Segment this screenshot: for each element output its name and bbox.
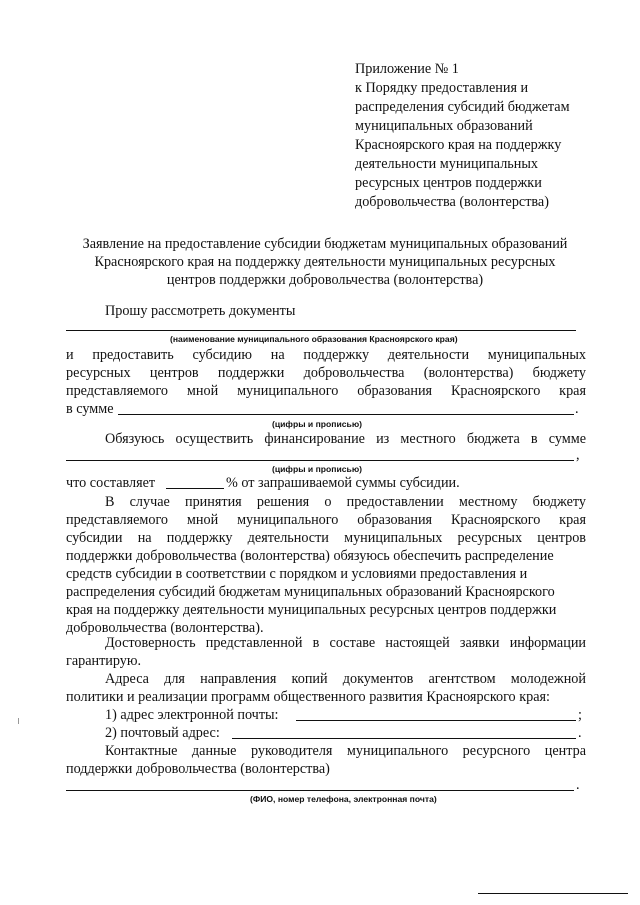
appendix-line: Красноярского края на поддержку <box>355 137 562 153</box>
paragraph-1-line: представляемого мной муниципального образования Красноярского края <box>66 383 586 399</box>
paragraph-2-line: В случае принятия решения о предоставлении местному бюджету <box>105 494 586 510</box>
request-text: Прошу рассмотреть документы <box>105 303 296 319</box>
contacts-hint: (ФИО, номер телефона, электронная почта) <box>250 794 437 804</box>
email-end: ; <box>578 707 582 723</box>
appendix-line: добровольчества (волонтерства) <box>355 194 549 210</box>
paragraph-4-line: политики и реализации программ общественного развития Красноярского края: <box>66 689 550 705</box>
paragraph-1-line: ресурсных центров поддержки добровольчества (волонтерства) бюджету <box>66 365 586 381</box>
sum-field-line[interactable] <box>118 414 574 415</box>
percent-text: % от запрашиваемой суммы субсидии. <box>226 475 460 491</box>
paragraph-3-line: Достоверность представленной в составе настоящей заявки информации <box>105 635 586 651</box>
appendix-line: деятельности муниципальных <box>355 156 538 172</box>
scan-artifact-line <box>478 893 628 894</box>
commit-text: Обязуюсь осуществить финансирование из местного бюджета в сумме <box>105 431 586 447</box>
postal-label: 2) почтовый адрес: <box>105 725 220 741</box>
municipality-field-line[interactable] <box>66 330 576 331</box>
percent-field-line[interactable] <box>166 488 224 489</box>
paragraph-2-line: распределения субсидий бюджетам муниципальных образований Красноярского <box>66 584 555 600</box>
paragraph-5-line: Контактные данные руководителя муниципального ресурсного центра <box>105 743 586 759</box>
appendix-header <box>355 60 570 212</box>
appendix-line: к Порядку предоставления и <box>355 80 529 96</box>
appendix-line: ресурсных центров поддержки <box>355 175 542 191</box>
paragraph-5-line: поддержки добровольчества (волонтерства) <box>66 761 330 777</box>
title-line: Красноярского края на поддержку деятельности муниципальных ресурсных <box>94 254 556 270</box>
appendix-line: распределения субсидий бюджетам <box>355 99 570 115</box>
which-is-label: что составляет <box>66 475 156 491</box>
document-title <box>60 235 590 289</box>
paragraph-2-line: субсидии на поддержку деятельности муниципальных ресурсных центров <box>66 530 586 546</box>
paragraph-2-line: поддержки добровольчества (волонтерства) обязуюсь обеспечить распределение <box>66 548 554 564</box>
digits-hint-2: (цифры и прописью) <box>272 464 363 474</box>
paragraph-2-line: края на поддержку деятельности муниципальных ресурсных центров поддержки <box>66 602 557 618</box>
contacts-field-line[interactable] <box>66 790 574 791</box>
municipality-hint: (наименование муниципального образования Красноярского края) <box>170 334 458 344</box>
postal-field-line[interactable] <box>232 738 576 739</box>
title-line: Заявление на предоставление субсидии бюджетам муниципальных образований <box>82 236 568 252</box>
email-field-line[interactable] <box>296 720 576 721</box>
paragraph-2-line: представляемого мной муниципального образования Красноярского края <box>66 512 586 528</box>
in-sum-label: в сумме <box>66 401 114 417</box>
paragraph-2-line: средств субсидии в соответствии с порядком и условиями предоставления и <box>66 566 528 582</box>
paragraph-2-line: добровольчества (волонтерства). <box>66 620 264 636</box>
email-label: 1) адрес электронной почты: <box>105 707 279 723</box>
digits-hint: (цифры и прописью) <box>272 419 363 429</box>
appendix-line: муниципальных образований <box>355 118 533 134</box>
document-page: Приложение № 1 к Порядку предоставления и распределения субсидий бюджетам муниципальных образований Красноярского края на поддержку деятельности муниципальных ресурсных центров поддержки добровольчества (волонтерства) Заявление на предоставление субсидии бюджетам муниципальных образований Красноярского края на поддержку деятельности муниципальных ресурсных центров поддержки добровольчества (волонтерства) Прошу рассмотреть документы (наименование муниципального образования Красноярского края) и предоставить субсидию на поддержку деятельности муниципальных ресурсных центров поддержки добровольчества (волонтерства) бюджету представляемого мной муниципального образования Красноярского края в сумме . (цифры и прописью) Обязуюсь осуществить финансирование из местного бюджета в сумме , (цифры и прописью) что составляет % от запрашиваемой суммы субсидии. В случае принятия решения о предоставлении местному бюджету представляемого мной муниципального образования Красноярского края субсидии на поддержку деятельности муниципальных ресурсных центров поддержки добровольчества (волонтерства) обязуюсь обеспечить распределение средств субсидии в соответствии с порядком и условиями предоставления и распределения субсидий бюджетам муниципальных образований Красноярского края на поддержку деятельности муниципальных ресурсных центров поддержки добровольчества (волонтерства). Достоверность представленной в составе настоящей заявки информации гарантирую. Адреса для направления копий документов агентством молодежной политики и реализации программ общественного развития Красноярского края: 1) адрес электронной почты: ; 2) почтовый адрес: . Контактные данные руководителя муниципального ресурсного центра поддержки добровольчества (волонтерства) . (ФИО, номер телефона, электронная почта) <box>0 0 640 905</box>
paragraph-4-line: Адреса для направления копий документов агентством молодежной <box>105 671 586 687</box>
appendix-line: Приложение № 1 <box>355 61 459 77</box>
paragraph-3-line: гарантирую. <box>66 653 142 669</box>
scan-speck <box>18 718 19 724</box>
paragraph-1-line: и предоставить субсидию на поддержку деятельности муниципальных <box>66 347 586 363</box>
postal-end: . <box>578 725 582 741</box>
title-line: центров поддержки добровольчества (волонтерства) <box>166 272 484 288</box>
co-financing-field-line[interactable] <box>66 460 574 461</box>
